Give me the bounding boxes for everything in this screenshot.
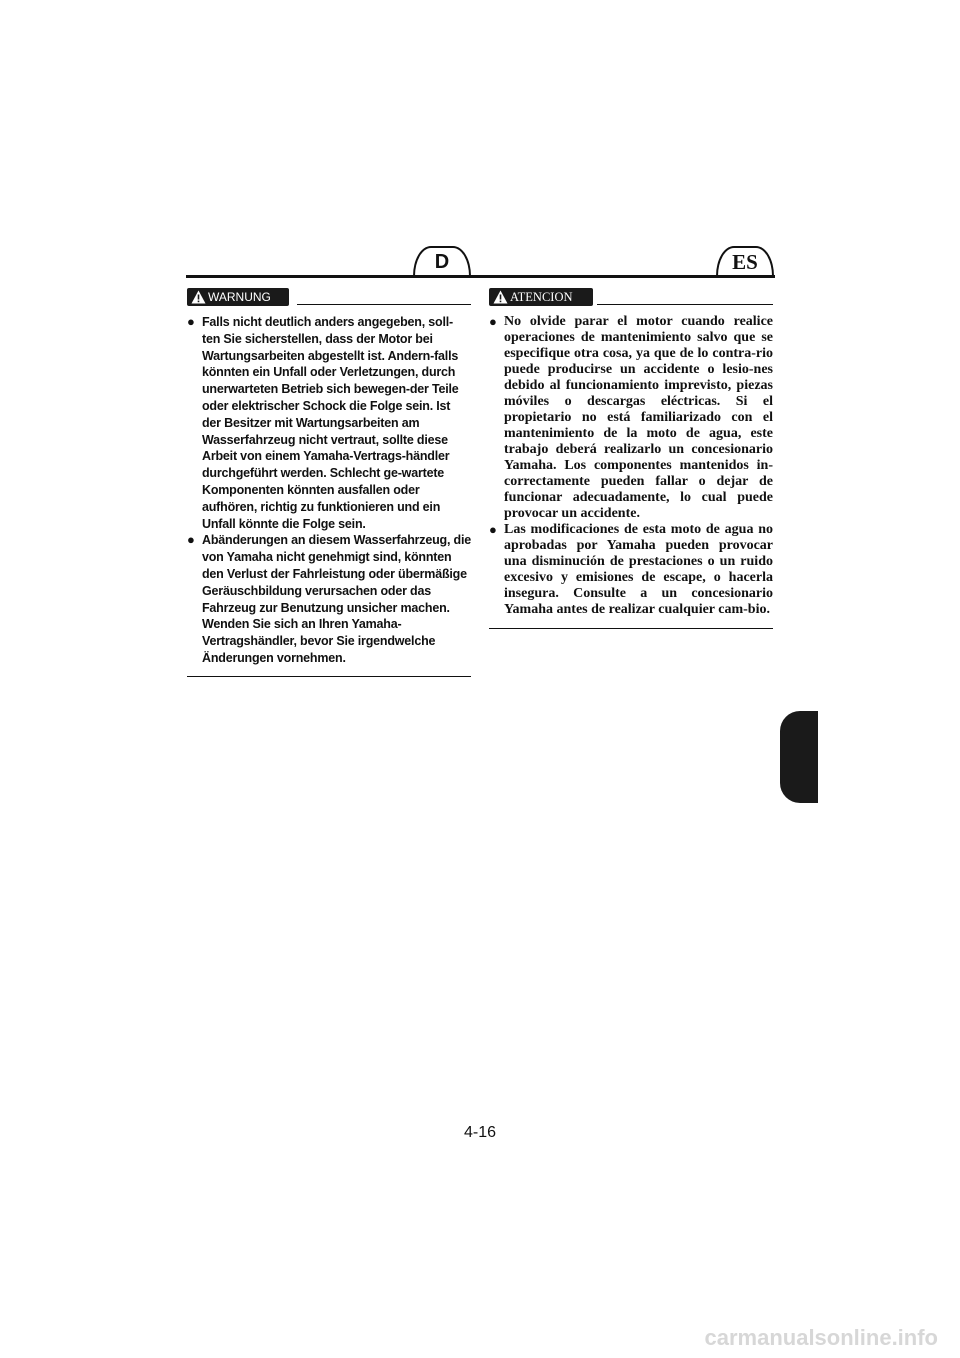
header-rule	[186, 275, 775, 278]
bullet-icon: ●	[187, 314, 195, 329]
list-item	[489, 314, 773, 522]
warnung-label	[187, 288, 289, 306]
warning-triangle-icon	[493, 290, 508, 304]
label-rule	[597, 304, 773, 305]
section-end-rule	[187, 676, 471, 677]
chapter-side-tab	[780, 711, 818, 803]
section-end-rule	[489, 628, 773, 629]
spanish-warning-column	[489, 288, 773, 629]
list-item-text: Falls nicht deutlich anders angegeben, soll-ten Sie sicherstellen, dass der Motor bei Wartungsarbeiten abgestellt ist. Andern-falls könnten ein Unfall oder Verletzungen, durch unerwarteten Betrieb sich bewegen-der Teile oder elektrischer Schock die Folge sein. Ist der Besitzer mit Wartungsarbeiten am Wasserfahrzeug nicht vertraut, sollte diese Arbeit von einem Yamaha-Vertrags-händler durchgeführt werden. Schlecht ge-wartete Komponenten könnten ausfallen oder aufhören, richtig zu funktionieren und ein Unfall könnte die Folge sein.	[202, 315, 459, 531]
list-item	[489, 522, 773, 618]
warning-label-row	[489, 288, 773, 306]
language-badge-es: ES	[716, 246, 774, 276]
page-number: 4-16	[463, 1124, 497, 1141]
language-badge-d: D	[413, 246, 471, 276]
list-item-text: Las modificaciones de esta moto de agua no aprobadas por Yamaha pueden provocar una disminución de prestaciones o un ruido excesivo y emisiones de escape, o hacerla insegura. Consulte a un concesionario Yamaha antes de realizar cualquier cam-bio.	[504, 522, 773, 617]
warnung-label-text: WARNUNG	[208, 290, 271, 304]
list-item-text: Abänderungen an diesem Wasserfahrzeug, die von Yamaha nicht genehmigt sind, könnten den Verlust der Fahrleistung oder übermäßige Geräuschbildung verursachen oder das Fahrzeug zur Benutzung unsicher machen. Wenden Sie sich an Ihren Yamaha-Vertragshändler, bevor Sie irgendwelche Änderungen vornehmen.	[202, 533, 471, 665]
bullet-icon: ●	[187, 532, 195, 548]
list-item	[187, 314, 471, 532]
watermark: carmanualsonline.info	[704, 1325, 938, 1350]
atencion-label-text: ATENCION	[510, 289, 573, 304]
german-warning-column	[187, 288, 471, 677]
warning-label-row	[187, 288, 471, 306]
atencion-label	[489, 288, 593, 306]
bullet-icon: ●	[489, 314, 497, 329]
list-item	[187, 532, 471, 666]
warning-triangle-icon	[191, 290, 206, 304]
list-item-text: No olvide parar el motor cuando realice operaciones de mantenimiento salvo que se especifique otra cosa, ya que de lo contra-rio puede producirse un accidente o lesio-nes debido al funcionamiento imprevisto, piezas móviles o descargas eléctricas. Si el propietario no está familiarizado con el mantenimiento de la moto de agua, este trabajo deberá realizarlo un concesionario Yamaha. Los componentes mantenidos in-correctamente pueden fallar o dejar de funcionar adecuadamente, lo cual puede provocar un accidente.	[504, 314, 773, 521]
label-rule	[297, 304, 471, 305]
bullet-icon: ●	[489, 522, 497, 537]
